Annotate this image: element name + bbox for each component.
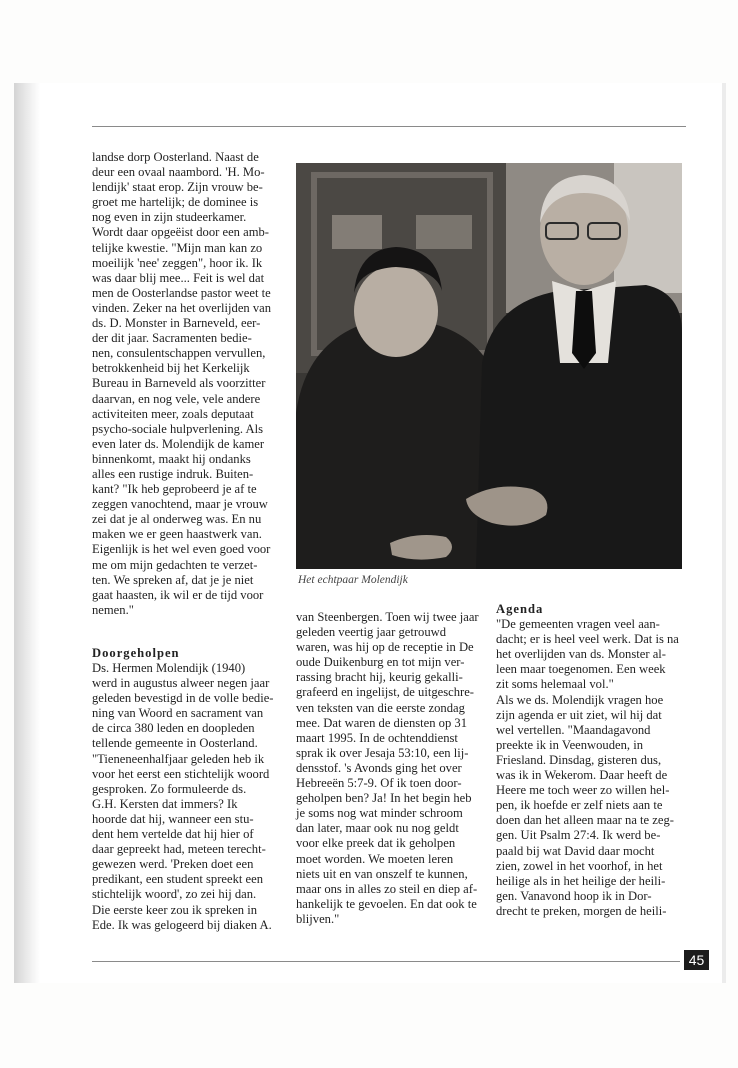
text-line: geleden bevestigd in de volle bedie- — [92, 691, 274, 706]
text-line: de circa 380 leden en doopleden — [92, 721, 255, 736]
text-line: "Tieneneenhalfjaar geleden heb ik — [92, 751, 265, 766]
text-line: zit soms helemaal vol." — [496, 677, 614, 692]
text-line: moet worden. We moeten leren — [296, 851, 454, 866]
column-3-text — [496, 617, 682, 919]
text-line: ning van Woord en sacrament van — [92, 706, 264, 721]
text-line: rassing bracht hij, keurig gekalli- — [296, 670, 463, 685]
text-line: hoorde dat hij, wanneer een stu- — [92, 811, 254, 826]
text-line: men de Oosterlandse pastor weet te — [92, 285, 271, 300]
text-line: maken we er geen haastwerk van. — [92, 527, 262, 542]
text-line: paald bij wat David daar mocht — [496, 843, 655, 858]
text-line: zijn agenda er uit ziet, wil hij dat — [496, 707, 662, 722]
binding-shadow — [14, 83, 40, 983]
text-line: hankelijk te gevoelen. En dat ook te — [296, 896, 477, 911]
text-line: preekte ik in Veenwouden, in — [496, 737, 644, 752]
text-line: zeggen vanochtend, maar je vrouw — [92, 497, 268, 512]
article-column-2 — [296, 610, 482, 927]
text-line: binnenkomt, maakt hij ondanks — [92, 451, 251, 466]
text-line: daar gepreekt had, meteen terecht- — [92, 842, 266, 857]
text-line: voor het eerst een stichtelijk woord — [92, 766, 270, 781]
text-line: even later ds. Molendijk de kamer — [92, 436, 265, 451]
text-line: niets uit en van onszelf te kunnen, — [296, 866, 468, 881]
text-line: dent hem vertelde dat hij hier of — [92, 827, 254, 842]
text-line: gaat haasten, ik wil er de tijd voor — [92, 587, 264, 602]
text-line: psycho-sociale hulpverlening. Als — [92, 421, 264, 436]
text-line: dacht; er is heel veel werk. Dat is na — [496, 632, 679, 647]
text-line: activiteiten meer, zoals deputaat — [92, 406, 254, 421]
page-edge — [722, 83, 726, 983]
text-line: gewezen werd. 'Preken doet een — [92, 857, 254, 872]
column-1-text-continued — [92, 661, 279, 933]
column-2-text — [296, 610, 482, 927]
text-line: het overlijden van ds. Monster al- — [496, 647, 666, 662]
article-column-1 — [92, 150, 279, 933]
text-line: nen, consulentschappen vervullen, — [92, 346, 266, 361]
text-line: moeilijk 'nee' zeggen", hoor ik. Ik — [92, 255, 263, 270]
text-line: Ede. Ik was gelogeerd bij diaken A. — [92, 917, 272, 932]
text-line: betrokkenheid bij het Kerkelijk — [92, 361, 250, 376]
text-line: doen dan het alleen maar na te zeg- — [496, 813, 674, 828]
text-line: voor elke preek dat ik geholpen — [296, 836, 456, 851]
page-number: 45 — [684, 950, 709, 970]
text-line: oude Duikenburg en tot mijn ver- — [296, 655, 465, 670]
text-line: alles een rustige indruk. Buiten- — [92, 466, 254, 481]
text-line: was daar blij mee... Feit is wel dat — [92, 270, 265, 285]
text-line: maart 1995. In de ochtenddienst — [296, 730, 458, 745]
text-line: heilige als in het heilige der heili- — [496, 873, 666, 888]
text-line: Friesland. Dinsdag, gisteren dus, — [496, 752, 662, 767]
text-line: Als we ds. Molendijk vragen hoe — [496, 692, 664, 707]
column-1-text — [92, 150, 279, 618]
top-rule — [92, 126, 686, 127]
text-line: Ds. Hermen Molendijk (1940) — [92, 661, 246, 675]
text-line: dan later, maar ook nu nog geldt — [296, 821, 459, 836]
text-line: Hebreeën 5:7-9. Of ik toen door- — [296, 776, 462, 791]
text-line: mee. Dat waren de diensten op 31 — [296, 715, 468, 730]
text-line: stichtelijk woord', zo zei hij dan. — [92, 887, 257, 902]
text-line: waren, was hij op de receptie in De — [296, 640, 474, 655]
text-line: der dit jaar. Sacramenten bedie- — [92, 331, 252, 346]
text-line: geleden veertig jaar getrouwd — [296, 625, 447, 640]
text-line: predikant, een student spreekt een — [92, 872, 263, 887]
section-heading-agenda: Agenda — [496, 602, 544, 616]
text-line: van Steenbergen. Toen wij twee jaar — [296, 610, 479, 624]
bottom-rule — [92, 961, 680, 962]
text-line: geholpen ben? Ja! In het begin heb — [296, 791, 472, 806]
text-line: wel vertellen. "Maandagavond — [496, 722, 651, 737]
text-line: landse dorp Oosterland. Naast de — [92, 150, 259, 164]
text-line: daarvan, en nog vele, vele andere — [92, 391, 261, 406]
text-line: Die eerste keer zou ik spreken in — [92, 902, 258, 917]
text-line: deur een ovaal naambord. 'H. Mo- — [92, 165, 265, 180]
couple-photo — [296, 163, 682, 569]
article-column-3 — [496, 602, 682, 919]
text-line: pen, ik hoefde er zelf niets aan te — [496, 798, 663, 813]
photo-caption: Het echtpaar Molendijk — [298, 574, 408, 586]
text-line: Wordt daar opgeëist door een amb- — [92, 225, 269, 240]
text-line: kant? "Ik heb geprobeerd je af te — [92, 482, 257, 497]
text-line: "De gemeenten vragen veel aan- — [496, 617, 660, 632]
text-line: Eigenlijk is het wel even goed voor — [92, 542, 271, 557]
text-line: G.H. Kersten dat immers? Ik — [92, 796, 238, 811]
text-line: was ik in Wekerom. Daar heeft de — [496, 768, 668, 783]
text-line: telijke kwestie. "Mijn man kan zo — [92, 240, 263, 255]
text-line: zei dat je al onderweg was. En nu — [92, 512, 262, 527]
text-line: blijven." — [296, 911, 340, 926]
couple-photo-illustration — [296, 163, 682, 569]
text-line: drecht te preken, morgen de heili- — [496, 903, 667, 918]
text-line: sprak ik over Jesaja 53:10, een lij- — [296, 745, 469, 760]
text-line: zien, zowel in het voorhof, in het — [496, 858, 663, 873]
text-line: leen maar toegenomen. Een week — [496, 662, 666, 677]
text-line: nog even in zijn studeerkamer. — [92, 210, 247, 225]
text-line: gen. Vanavond hoop ik in Dor- — [496, 888, 652, 903]
text-line: lendijk' staat erop. Zijn vrouw be- — [92, 180, 263, 195]
text-line: nemen." — [92, 602, 134, 617]
text-line: densstof. 's Avonds ging het over — [296, 760, 462, 775]
text-line: groet me hartelijk; de dominee is — [92, 195, 259, 210]
text-line: je soms nog wat minder schroom — [296, 806, 463, 821]
text-line: ven teksten van die eerste zondag — [296, 700, 465, 715]
text-line: Heere me toch weer zo willen hel- — [496, 783, 670, 798]
text-line: gen. Uit Psalm 27:4. Ik werd be- — [496, 828, 661, 843]
text-line: werd in augustus alweer negen jaar — [92, 676, 270, 691]
text-line: maar ons in alles zo steil en diep af- — [296, 881, 478, 896]
text-line: Bureau in Barneveld als voorzitter — [92, 376, 266, 391]
text-line: gesproken. Zo formuleerde ds. — [92, 781, 247, 796]
text-line: ds. D. Monster in Barneveld, eer- — [92, 316, 261, 331]
text-line: me om mijn gedachten te verzet- — [92, 557, 258, 572]
text-line: ten. We spreken af, dat je je niet — [92, 572, 254, 587]
text-line: vinden. Zeker na het overlijden van — [92, 300, 272, 315]
text-line: tellende gemeente in Oosterland. — [92, 736, 258, 751]
section-heading-doorgeholpen: Doorgeholpen — [92, 645, 180, 660]
text-line: grafeerd en ingelijst, de uitgeschre- — [296, 685, 474, 700]
